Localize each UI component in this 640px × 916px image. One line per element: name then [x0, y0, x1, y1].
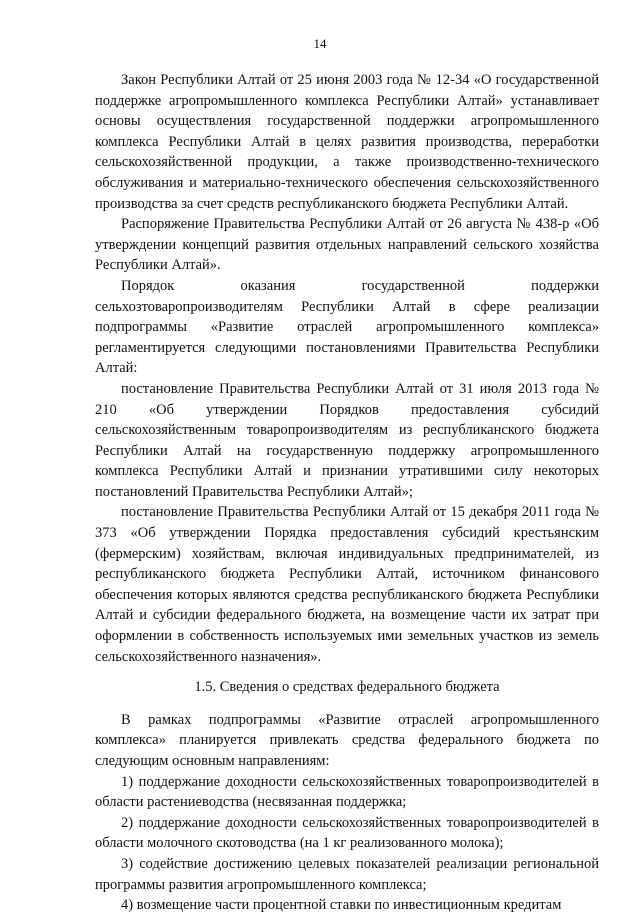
- paragraph-federal-intro: В рамках подпрограммы «Развитие отраслей агропромышленного комплекса» планируется привлекать средства федерального бюджета по следующим основным направлениям:: [95, 711, 599, 769]
- list-item-3: 3) содействие достижению целевых показателей реализации региональной программы развития агропромышленного комплекса;: [95, 855, 599, 893]
- section-heading: 1.5. Сведения о средствах федерального бюджета: [194, 679, 500, 696]
- document-body: [95, 70, 599, 916]
- page-number: 14: [313, 36, 327, 51]
- list-item-1: 1) поддержание доходности сельскохозяйственных товаропроизводителей в области растениеводства (несвязанная поддержка;: [95, 773, 599, 811]
- paragraph-procedure: Порядок оказания государственной поддержки сельхозтоваропроизводителям Республики Алтай в сфере реализации подпрограммы «Развитие отраслей агропромышленного комплекса» регламентируется следующими постановлениями Правительства Республики Алтай:: [95, 277, 599, 377]
- paragraph-resolution-373: постановление Правительства Республики Алтай от 15 декабря 2011 года № 373 «Об утверждении Порядка предоставления субсидий крестьянским (фермерским) хозяйствам, включая индивидуальных предпринимателей, из республиканского бюджета Республики Алтай, источником финансового обеспечения которых являются средства республиканского бюджета Республики Алтай и субсидии федерального бюджета, на возмещение части их затрат при оформлении в собственность используемых ими земельных участков из земель сельскохозяйственного назначения».: [95, 504, 599, 665]
- paragraph-resolution-210: постановление Правительства Республики Алтай от 31 июля 2013 года № 210 «Об утверждении Порядков предоставления субсидий сельскохозяйственным товаропроизводителям из республиканского бюджета Республики Алтай на государственную поддержку агропромышленного комплекса Республики Алтай и признании утратившими силу некоторых постановлений Правительства Республики Алтай»;: [95, 380, 599, 500]
- paragraph-order: Распоряжение Правительства Республики Алтай от 26 августа № 438-р «Об утверждении концепций развития отдельных направлений сельского хозяйства Республики Алтай».: [95, 216, 599, 274]
- paragraph-law: Закон Республики Алтай от 25 июня 2003 года № 12-34 «О государственной поддержке агропромышленного комплекса Республики Алтай» устанавливает основы осуществления государственной поддержки агропромышленного комплекса Республики Алтай в целях развития производства, переработки сельскохозяйственной продукции, а также производственно-технического обслуживания и материально-технического обеспечения сельскохозяйственного производства за счет средств республиканского бюджета Республики Алтай.: [95, 72, 599, 212]
- list-item-2: 2) поддержание доходности сельскохозяйственных товаропроизводителей в области молочного скотоводства (на 1 кг реализованного молока);: [95, 814, 599, 852]
- list-item-4: 4) возмещение части процентной ставки по инвестиционным кредитам: [121, 897, 562, 914]
